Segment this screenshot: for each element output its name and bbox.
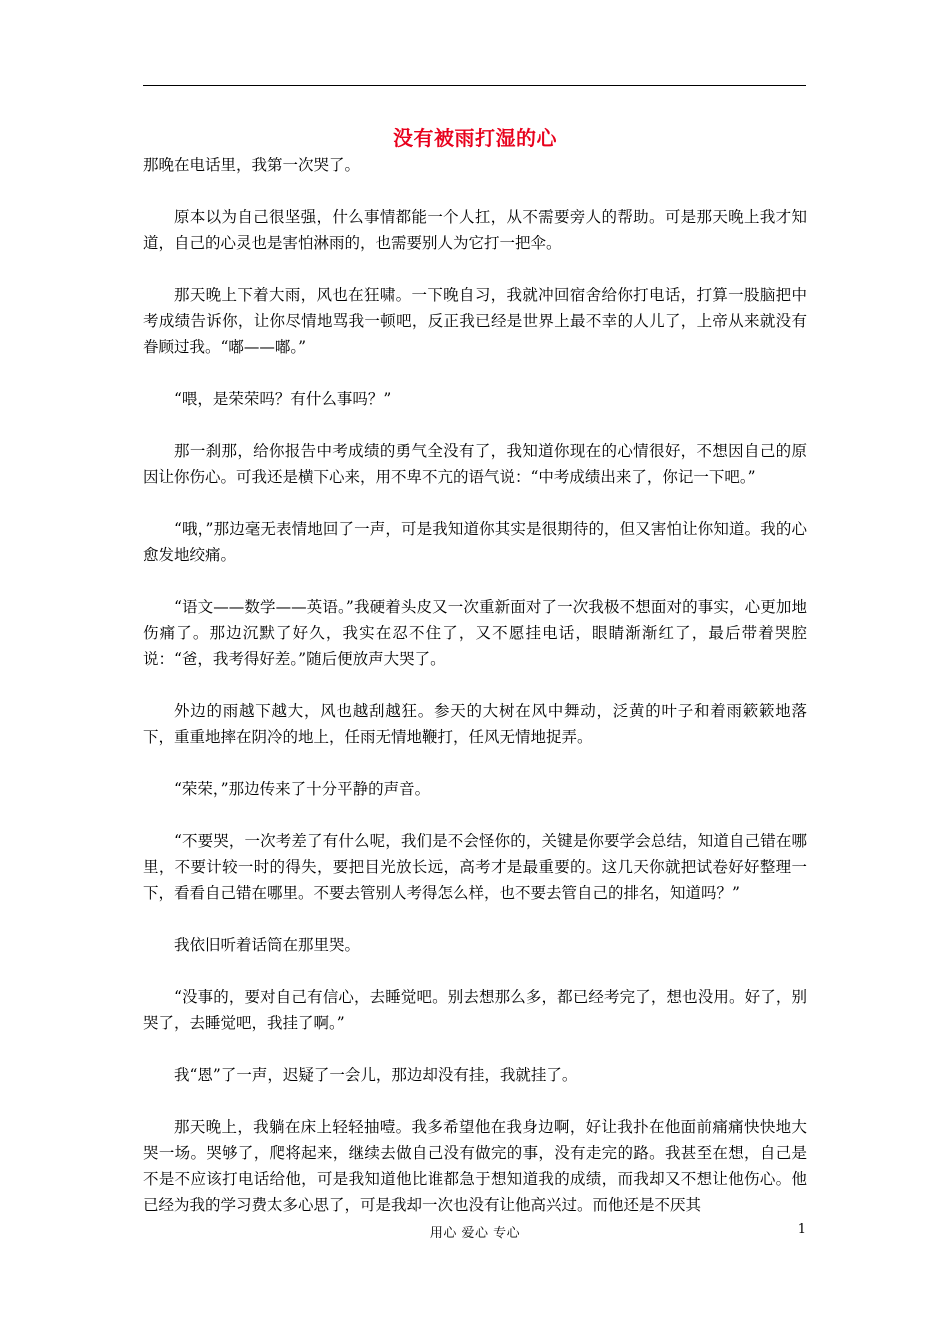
paragraph: 那晚在电话里，我第一次哭了。 — [143, 156, 361, 174]
paragraph: “语文——数学——英语。”我硬着头皮又一次重新面对了一次我极不想面对的事实，心更加地伤痛了。那边沉默了好久，我实在忍不住了，又不愿挂电话，眼睛渐渐红了，最后带着哭腔说：“爸，我考得好差。”随后便放声大哭了。 — [143, 598, 807, 668]
page-number: 1 — [797, 1222, 806, 1237]
paragraph: 那天晚上，我躺在床上轻轻抽噎。我多希望他在我身边啊，好让我扑在他面前痛痛快快地大哭一场。哭够了，爬将起来，继续去做自己没有做完的事，没有走完的路。我甚至在想，自己是不是不应该打电话给他，可是我知道他比谁都急于想知道我的成绩，而我却又不想让他伤心。他已经为我的学习费太多心思了，可是我却一次也没有让他高兴过。而他还是不厌其 — [143, 1118, 807, 1214]
paragraph: 那一刹那，给你报告中考成绩的勇气全没有了，我知道你现在的心情很好，不想因自己的原因让你伤心。可我还是横下心来，用不卑不亢的语气说：“中考成绩出来了，你记一下吧。” — [143, 442, 807, 486]
paragraph: “哦，”那边毫无表情地回了一声，可是我知道你其实是很期待的，但又害怕让你知道。我的心愈发地绞痛。 — [143, 520, 807, 564]
paragraph: 外边的雨越下越大，风也越刮越狂。参天的大树在风中舞动，泛黄的叶子和着雨簌簌地落下，重重地摔在阴冷的地上，任雨无情地鞭打，任风无情地捉弄。 — [143, 702, 807, 746]
header-rule — [143, 85, 806, 86]
paragraph: 那天晚上下着大雨，风也在狂啸。一下晚自习，我就冲回宿舍给你打电话，打算一股脑把中考成绩告诉你，让你尽情地骂我一顿吧，反正我已经是世界上最不幸的人儿了，上帝从来就没有眷顾过我。“嘟——嘟。” — [143, 286, 807, 356]
paragraph: “没事的，要对自己有信心，去睡觉吧。别去想那么多，都已经考完了，想也没用。好了，别哭了，去睡觉吧，我挂了啊。” — [143, 988, 807, 1032]
document-title: 没有被雨打湿的心 — [393, 126, 557, 150]
paragraph: 我依旧听着话筒在那里哭。 — [174, 936, 361, 954]
paragraph: “不要哭，一次考差了有什么呢，我们是不会怪你的，关键是你要学会总结，知道自己错在哪里，不要计较一时的得失，要把目光放长远，高考才是最重要的。这几天你就把试卷好好整理一下，看看自己错在哪里。不要去管别人考得怎么样，也不要去管自己的排名，知道吗？” — [143, 832, 807, 902]
paragraph: 我“恩”了一声，迟疑了一会儿，那边却没有挂，我就挂了。 — [174, 1066, 578, 1084]
paragraph: “荣荣，”那边传来了十分平静的声音。 — [174, 780, 431, 798]
footer-motto: 用心 爱心 专心 — [429, 1226, 521, 1241]
document-body — [143, 152, 807, 1218]
paragraph: 原本以为自己很坚强，什么事情都能一个人扛，从不需要旁人的帮助。可是那天晚上我才知道，自己的心灵也是害怕淋雨的，也需要别人为它打一把伞。 — [143, 208, 807, 252]
paragraph: “喂，是荣荣吗？有什么事吗？” — [174, 390, 392, 408]
